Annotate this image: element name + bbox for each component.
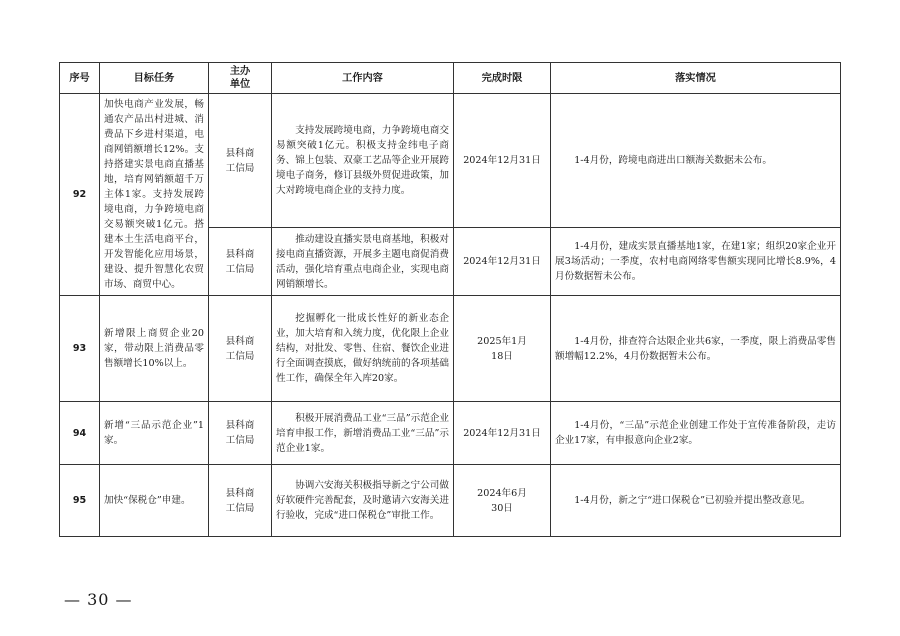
header-target: 目标任务 xyxy=(100,63,209,94)
work-cell: 推动建设直播实景电商基地，积极对接电商直播资源，开展多主题电商促消费活动，强化培育重点电商企业，实现电商网销额增长。 xyxy=(272,228,454,296)
header-work: 工作内容 xyxy=(272,63,454,94)
status-cell: 1-4月份，跨境电商进出口额海关数据未公布。 xyxy=(551,94,841,228)
unit-cell: 县科商 工信局 xyxy=(209,402,272,465)
target-cell: 新增限上商贸企业20家，带动限上消费品零售额增长10%以上。 xyxy=(100,296,209,402)
table-row xyxy=(60,94,841,228)
header-row xyxy=(60,63,841,94)
deadline-cell: 2025年1月 18日 xyxy=(454,296,551,402)
unit-cell: 县科商 工信局 xyxy=(209,94,272,228)
status-cell: 1-4月份，排查符合达限企业共6家，一季度，限上消费品零售额增幅12.2%，4月份数据暂未公布。 xyxy=(551,296,841,402)
work-cell: 支持发展跨境电商，力争跨境电商交易额突破1亿元。积极支持金纬电子商务、锦上包装、双豪工艺品等企业开展跨境电子商务，修订县级外贸促进政策，加大对跨境电商企业的支持力度。 xyxy=(272,94,454,228)
deadline-cell: 2024年6月 30日 xyxy=(454,465,551,537)
header-deadline: 完成时限 xyxy=(454,63,551,94)
header-status: 落实情况 xyxy=(551,63,841,94)
status-cell: 1-4月份，“三品”示范企业创建工作处于宣传准备阶段，走访企业17家，有申报意向企业2家。 xyxy=(551,402,841,465)
task-table xyxy=(59,62,841,537)
status-cell: 1-4月份，新之宁“进口保税仓”已初验并提出整改意见。 xyxy=(551,465,841,537)
table-row xyxy=(60,296,841,402)
deadline-cell: 2024年12月31日 xyxy=(454,228,551,296)
table-row xyxy=(60,402,841,465)
target-cell: 加快电商产业发展，畅通农产品出村进城、消费品下乡进村渠道，电商网销额增长12%。支持搭建实景电商直播基地，培育网销额超千万主体1家。支持发展跨境电商，力争跨境电商交易额突破1亿元。搭建本土生活电商平台，开发智能化应用场景，建设、提升智慧化农贸市场、商贸中心。 xyxy=(100,94,209,296)
work-cell: 挖掘孵化一批成长性好的新业态企业，加大培育和入统力度，优化限上企业结构，对批发、零售、住宿、餐饮企业进行全面调查摸底，做好纳统前的各项基础性工作，确保全年入库20家。 xyxy=(272,296,454,402)
unit-cell: 县科商 工信局 xyxy=(209,228,272,296)
header-unit-text: 主办 单位 xyxy=(229,66,251,90)
work-cell: 积极开展消费品工业“三品”示范企业培育申报工作，新增消费品工业“三品”示范企业1家。 xyxy=(272,402,454,465)
target-cell: 新增“三品示范企业”1家。 xyxy=(100,402,209,465)
deadline-cell: 2024年12月31日 xyxy=(454,94,551,228)
deadline-cell: 2024年12月31日 xyxy=(454,402,551,465)
seq-cell: 93 xyxy=(60,296,100,402)
unit-cell: 县科商 工信局 xyxy=(209,465,272,537)
work-cell: 协调六安海关积极指导新之宁公司做好软硬件完善配套，及时邀请六安海关进行验收，完成“进口保税仓”审批工作。 xyxy=(272,465,454,537)
seq-cell: 95 xyxy=(60,465,100,537)
page-number: — 30 — xyxy=(64,590,133,609)
table-row xyxy=(60,465,841,537)
target-cell: 加快“保税仓”申建。 xyxy=(100,465,209,537)
unit-cell: 县科商 工信局 xyxy=(209,296,272,402)
seq-cell: 92 xyxy=(60,94,100,296)
status-cell: 1-4月份，建成实景直播基地1家，在建1家；组织20家企业开展3场活动；一季度，农村电商网络零售额实现同比增长8.9%，4月份数据暂未公布。 xyxy=(551,228,841,296)
seq-cell: 94 xyxy=(60,402,100,465)
header-seq: 序号 xyxy=(60,63,100,94)
header-unit xyxy=(209,63,272,94)
